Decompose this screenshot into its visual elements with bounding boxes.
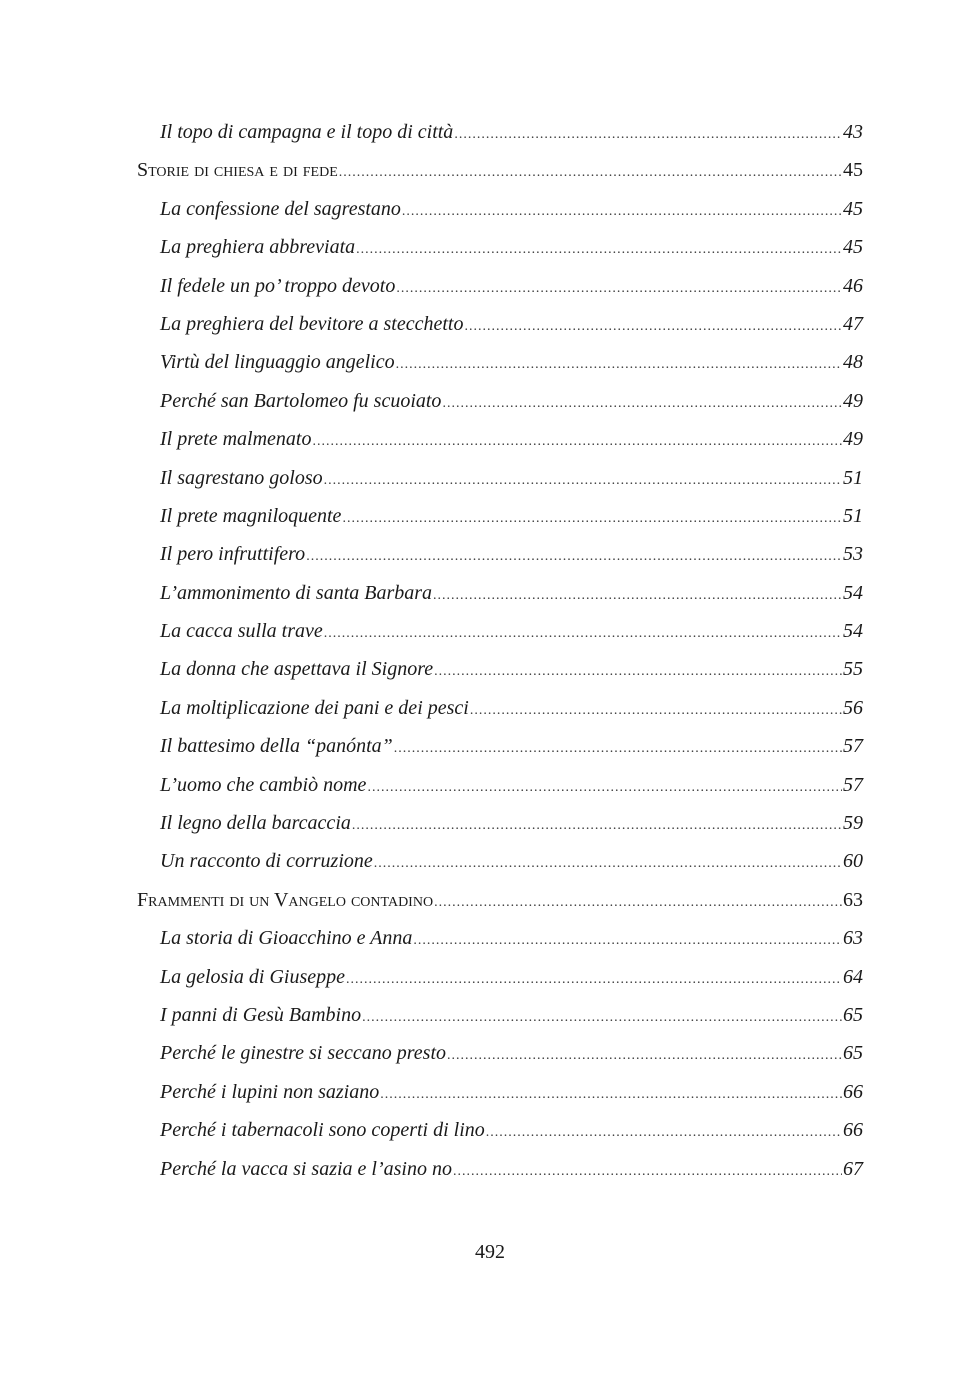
toc-entry-page: 47 — [843, 312, 863, 335]
toc-entry-title: La confessione del sagrestano — [160, 197, 401, 220]
toc-dot-leader — [464, 308, 842, 346]
toc-entry-title: Perché le ginestre si seccano presto — [160, 1042, 447, 1065]
toc-entry-title: Il battesimo della “panónta” — [160, 735, 393, 758]
toc-dot-leader — [394, 730, 842, 768]
toc-entry[interactable] — [137, 612, 863, 650]
toc-dot-leader — [402, 193, 842, 231]
toc-dot-leader — [442, 385, 842, 423]
toc-dot-leader — [486, 1114, 842, 1152]
toc-dot-leader — [324, 462, 842, 500]
toc-entry-page: 51 — [843, 504, 863, 527]
toc-entry-page: 66 — [843, 1080, 863, 1103]
toc-entry-title: Perché i lupini non saziano — [160, 1080, 380, 1103]
toc-entry-page: 60 — [843, 850, 863, 873]
toc-entry-page: 64 — [843, 965, 863, 988]
toc-entry-page: 54 — [843, 620, 863, 643]
toc-dot-leader — [433, 577, 842, 615]
toc-entry[interactable] — [137, 1073, 863, 1111]
toc-dot-leader — [346, 961, 842, 999]
toc-entry-title: Perché san Bartolomeo fu scuoiato — [160, 389, 442, 412]
toc-entry[interactable] — [137, 958, 863, 996]
toc-entry[interactable] — [137, 420, 863, 458]
toc-entry-title: Il sagrestano goloso — [160, 466, 323, 489]
toc-entry-title: Il topo di campagna e il topo di città — [160, 121, 454, 143]
toc-entry-title: Storie di chiesa e di fede — [137, 159, 338, 182]
toc-entry-title: La storia di Gioacchino e Anna — [160, 927, 413, 950]
toc-entry[interactable] — [137, 689, 863, 727]
toc-entry[interactable] — [137, 535, 863, 573]
toc-entry-page: 54 — [843, 581, 863, 604]
toc-dot-leader — [396, 270, 842, 308]
toc-entry-title: Virtù del linguaggio angelico — [160, 351, 395, 374]
toc-entry[interactable] — [137, 650, 863, 688]
toc-dot-leader — [324, 615, 842, 653]
toc-entry-page: 53 — [843, 543, 863, 566]
toc-dot-leader — [362, 999, 842, 1037]
toc-entry[interactable] — [137, 996, 863, 1034]
toc-entry-page: 45 — [843, 159, 863, 182]
toc-dot-leader — [447, 1037, 842, 1075]
toc-entry[interactable] — [137, 1034, 863, 1072]
toc-entry[interactable] — [137, 267, 863, 305]
toc-dot-leader — [374, 845, 842, 883]
toc-entry[interactable] — [137, 727, 863, 765]
toc-entry-title: La donna che aspettava il Signore — [160, 658, 434, 681]
toc-entry-page: 49 — [843, 428, 863, 451]
toc-dot-leader — [434, 884, 842, 922]
toc-dot-leader — [454, 116, 842, 154]
toc-entry-title: Perché i tabernacoli sono coperti di lino — [160, 1119, 485, 1142]
toc-entry[interactable] — [137, 343, 863, 381]
toc-entry[interactable] — [137, 881, 863, 919]
toc-dot-leader — [352, 807, 842, 845]
toc-entry-title: Frammenti di un Vangelo contadino — [137, 888, 434, 911]
toc-entry-title: Il prete magniloquente — [160, 504, 342, 527]
toc-entry-page: 57 — [843, 735, 863, 758]
toc-entry[interactable] — [137, 1150, 863, 1188]
toc-entry[interactable] — [137, 459, 863, 497]
toc-entry[interactable] — [137, 919, 863, 957]
toc-entry-page: 43 — [843, 121, 863, 143]
toc-dot-leader — [306, 538, 842, 576]
toc-entry-page: 66 — [843, 1119, 863, 1142]
toc-dot-leader — [342, 500, 842, 538]
toc-entry-title: Il fedele un po’ troppo devoto — [160, 274, 396, 297]
toc-entry-title: Perché la vacca si sazia e l’asino no — [160, 1157, 452, 1180]
toc-dot-leader — [396, 346, 842, 384]
toc-entry[interactable] — [137, 766, 863, 804]
toc-dot-leader — [339, 154, 842, 192]
toc-entry-page: 63 — [843, 927, 863, 950]
toc-dot-leader — [413, 922, 842, 960]
toc-entry-page: 51 — [843, 466, 863, 489]
toc-entry-page: 55 — [843, 658, 863, 681]
toc-entry[interactable] — [137, 1111, 863, 1149]
toc-entry-title: La preghiera abbreviata — [160, 236, 356, 259]
toc-entry-page: 45 — [843, 236, 863, 259]
toc-entry-page: 48 — [843, 351, 863, 374]
toc-dot-leader — [312, 423, 842, 461]
toc-entry-title: La preghiera del bevitore a stecchetto — [160, 312, 464, 335]
page-number: 492 — [475, 1241, 505, 1263]
toc-dot-leader — [470, 692, 842, 730]
toc-entry-title: Il pero infruttifero — [160, 543, 306, 566]
toc-dot-leader — [367, 769, 842, 807]
toc-dot-leader — [453, 1153, 842, 1191]
toc-entry-title: Il legno della barcaccia — [160, 812, 351, 835]
toc-entry[interactable] — [137, 382, 863, 420]
toc-entry-title: L’uomo che cambiò nome — [160, 773, 367, 796]
toc-entry[interactable] — [137, 228, 863, 266]
toc-entry-title: La moltiplicazione dei pani e dei pesci — [160, 696, 469, 719]
toc-entry-page: 49 — [843, 389, 863, 412]
toc-dot-leader — [380, 1076, 842, 1114]
toc-entry-page: 63 — [843, 888, 863, 911]
toc-entry-page: 67 — [843, 1157, 863, 1180]
toc-entry-page: 56 — [843, 696, 863, 719]
toc-entry[interactable] — [137, 151, 863, 189]
toc-entry[interactable] — [137, 842, 863, 880]
toc-entry[interactable] — [137, 190, 863, 228]
toc-entry[interactable] — [137, 113, 863, 151]
toc-dot-leader — [356, 231, 842, 269]
toc-entry-title: La gelosia di Giuseppe — [160, 965, 345, 988]
toc-entry-title: I panni di Gesù Bambino — [160, 1003, 362, 1026]
toc-entry-page: 45 — [843, 197, 863, 220]
toc-entry[interactable] — [137, 804, 863, 842]
toc-entry-page: 65 — [843, 1003, 863, 1026]
toc-entry[interactable] — [137, 305, 863, 343]
toc-entry-page: 57 — [843, 773, 863, 796]
toc-entry-title: Un racconto di corruzione — [160, 850, 373, 873]
toc-dot-leader — [434, 653, 842, 691]
toc-entry-title: Il prete malmenato — [160, 428, 312, 451]
toc-entry[interactable] — [137, 497, 863, 535]
toc-entry[interactable] — [137, 574, 863, 612]
toc-entry-page: 59 — [843, 812, 863, 835]
toc-entry-page: 46 — [843, 274, 863, 297]
toc-entry-page: 65 — [843, 1042, 863, 1065]
table-of-contents — [137, 113, 863, 1188]
toc-entry-title: La cacca sulla trave — [160, 620, 323, 643]
toc-entry-title: L’ammonimento di santa Barbara — [160, 581, 433, 604]
